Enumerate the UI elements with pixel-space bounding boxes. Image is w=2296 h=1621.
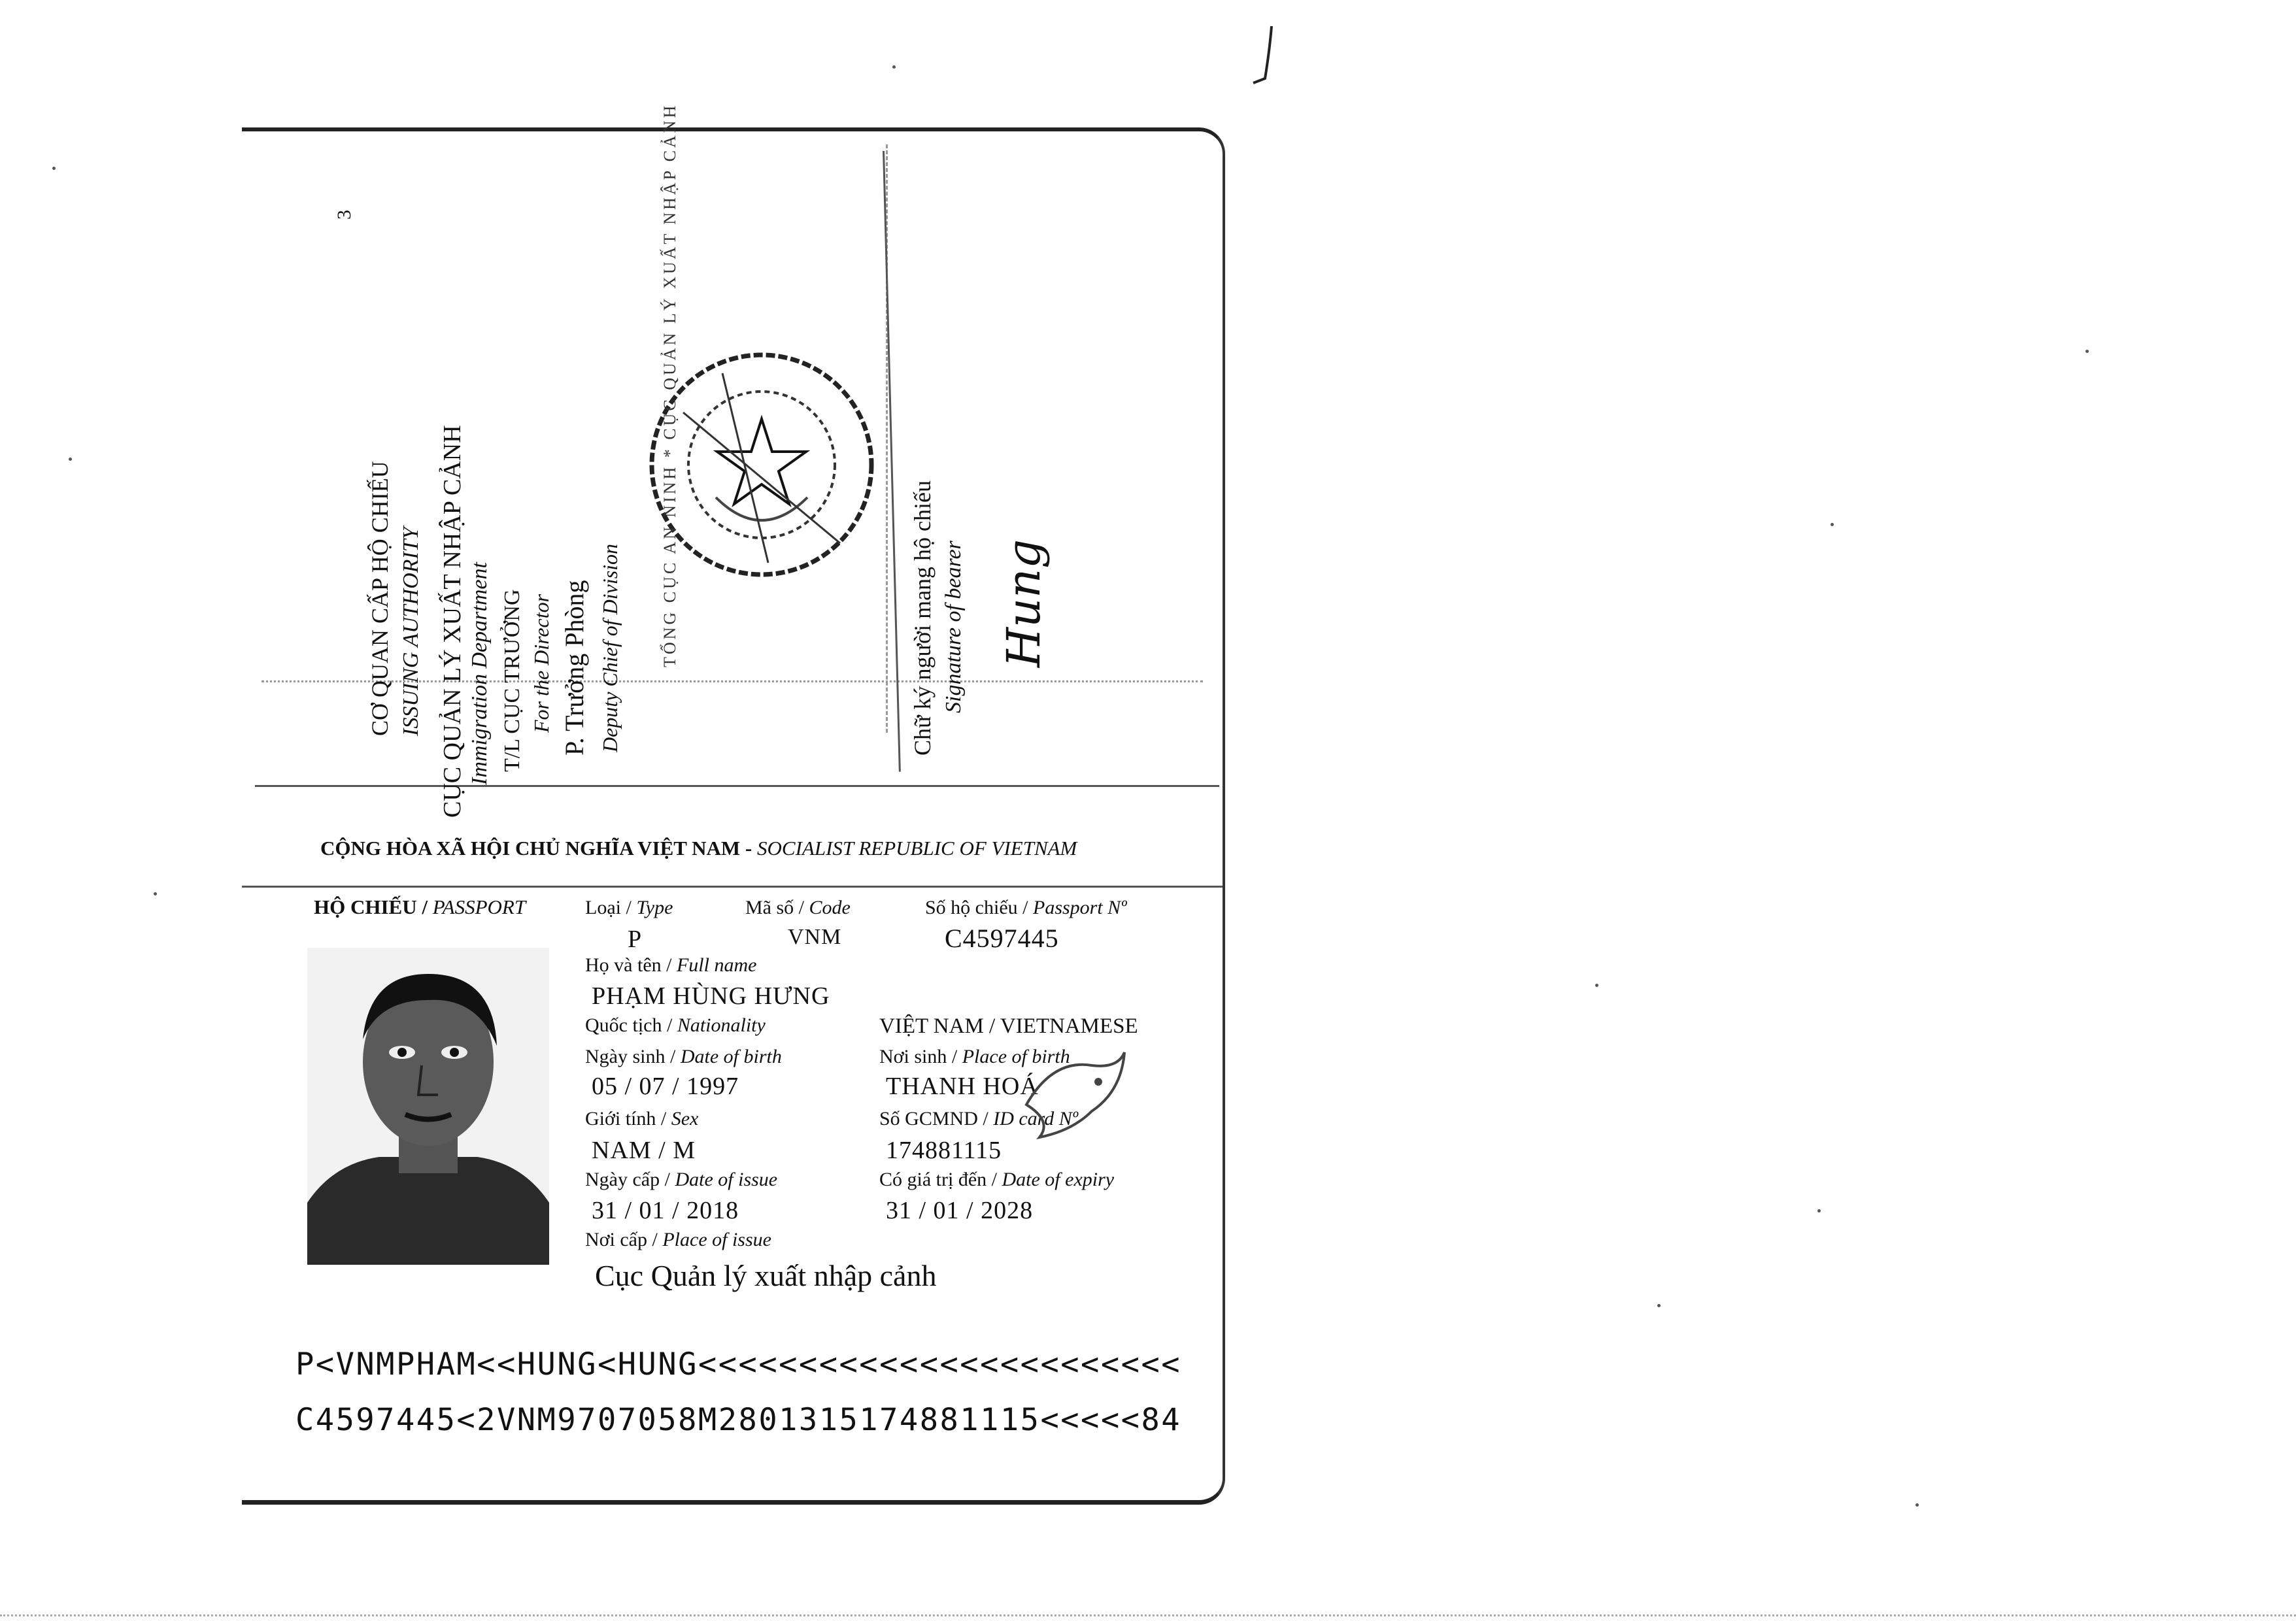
pob-value: THANH HOÁ: [886, 1073, 1039, 1100]
id-card-value: 174881115: [886, 1137, 1002, 1164]
scan-edge: [0, 1614, 2296, 1616]
place-of-issue-label: Nơi cấp / Place of issue: [585, 1229, 771, 1250]
mrz-line-2: C4597445<2VNM9707058M2801315174881115<<<<<84: [295, 1402, 1182, 1438]
issue-date-value: 31 / 01 / 2018: [592, 1197, 739, 1224]
country-header: [320, 837, 1077, 860]
passport-number-value: C4597445: [945, 924, 1059, 953]
full-name-label: Họ và tên / Full name: [585, 954, 757, 976]
seal-text: TỔNG CỤC AN NINH * CỤC QUẢN LÝ XUẤT NHẬP CẢNH: [660, 103, 679, 667]
watermark-emblem: [1013, 1046, 1131, 1157]
bearer-signature-label: Chữ ký người mang hộ chiếu: [909, 480, 936, 756]
nationality-label: Quốc tịch / Nationality: [585, 1014, 766, 1036]
nationality-value: VIỆT NAM / VIETNAMESE: [879, 1014, 1138, 1038]
passport-number-label: Số hộ chiếu / Passport Nº: [925, 897, 1127, 918]
director-title: T/L CỤC TRƯỞNG: [500, 589, 524, 772]
pen-mark: [1245, 23, 1285, 88]
authority-label-en: ISSUING AUTHORITY: [399, 527, 423, 736]
bearer-signature: Hung: [997, 539, 1051, 667]
expiry-date-label: Có giá trị đến / Date of expiry: [879, 1169, 1115, 1190]
type-value: P: [628, 926, 643, 953]
type-label: Loại / Type: [585, 897, 673, 918]
director-title-en: For the Director: [530, 593, 553, 733]
passport-scan: [242, 103, 1229, 1523]
page-number: 3: [333, 210, 355, 220]
place-of-issue-value: Cục Quản lý xuất nhập cảnh: [595, 1259, 937, 1292]
full-name-value: PHẠM HÙNG HƯNG: [592, 982, 830, 1010]
country-header-vi: CỘNG HÒA XÃ HỘI CHỦ NGHĨA VIỆT NAM -: [320, 837, 757, 860]
star-icon: [717, 419, 806, 504]
pob-label: Nơi sinh / Place of birth: [879, 1046, 1070, 1067]
passport-title: HỘ CHIẾU / PASSPORT: [314, 895, 526, 918]
bearer-signature-label-en: Signature of bearer: [941, 541, 966, 713]
official-title-en: Deputy Chief of Division: [598, 543, 622, 752]
expiry-date-value: 31 / 01 / 2028: [886, 1197, 1034, 1224]
country-header-en: SOCIALIST REPUBLIC OF VIETNAM: [757, 837, 1077, 860]
sex-value: NAM / M: [592, 1137, 696, 1164]
id-card-label: Số GCMND / ID card Nº: [879, 1108, 1079, 1129]
code-value: VNM: [788, 925, 842, 949]
observations-page: [242, 103, 1225, 818]
dob-value: 05 / 07 / 1997: [592, 1073, 739, 1100]
mrz-line-1: P<VNMPHAM<<HUNG<HUNG<<<<<<<<<<<<<<<<<<<<<<<<: [295, 1346, 1182, 1382]
issue-date-label: Ngày cấp / Date of issue: [585, 1169, 778, 1190]
code-label: Mã số / Code: [745, 897, 851, 918]
authority-department: CỤC QUẢN LÝ XUẤT NHẬP CẢNH: [439, 425, 466, 818]
dob-label: Ngày sinh / Date of birth: [585, 1046, 782, 1067]
authority-department-en: Immigration Department: [467, 562, 492, 785]
authority-label: CƠ QUAN CẤP HỘ CHIẾU: [367, 461, 393, 736]
bearer-photo: [307, 948, 549, 1265]
official-title: P. Trưởng Phòng: [560, 580, 589, 756]
data-page: [242, 811, 1225, 1505]
official-seal: [644, 347, 879, 582]
sex-label: Giới tính / Sex: [585, 1108, 699, 1129]
